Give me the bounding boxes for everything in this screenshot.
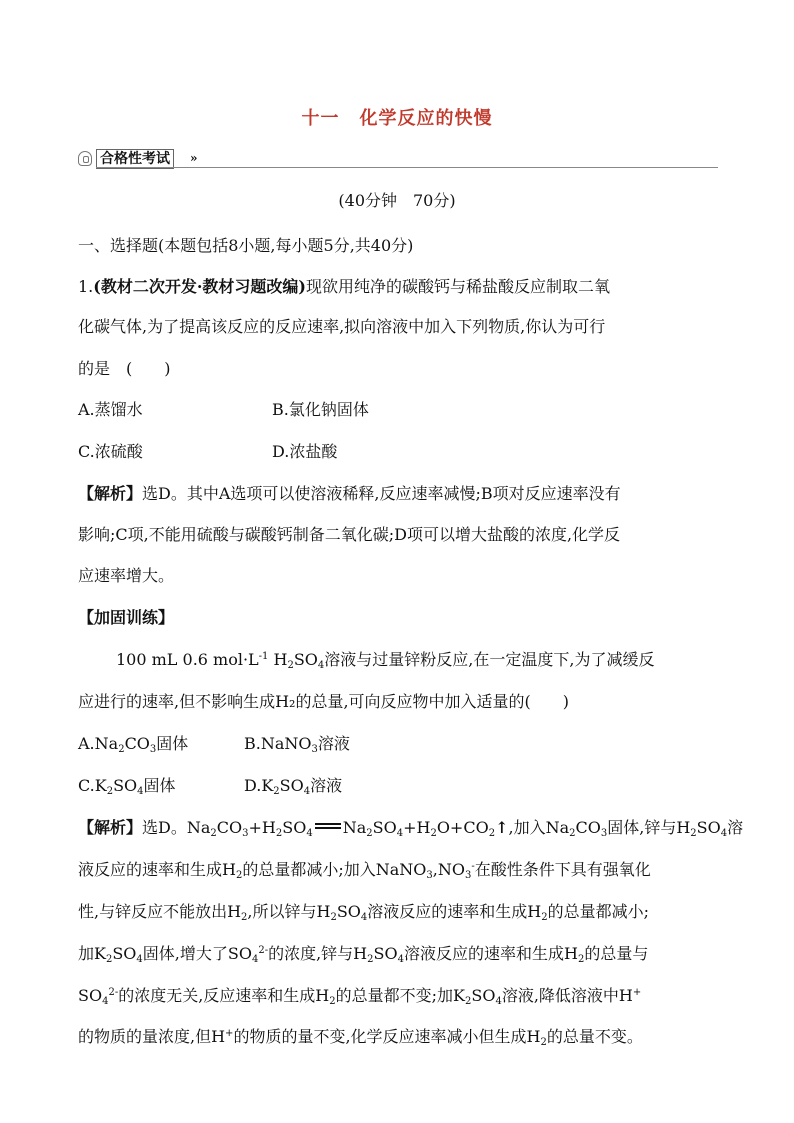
reinforce-option-a: $A.Na_2CO_3$固体 xyxy=(78,734,189,755)
analysis-label: 【解析】 xyxy=(78,484,143,503)
q1-analysis-line-2: 影响;C项,不能用硫酸与碳酸钙制备二氧化碳;D项可以增大盐酸的浓度,化学反 xyxy=(78,525,621,544)
section-badge xyxy=(78,148,718,170)
q1-option-c: C.浓硫酸 xyxy=(78,442,143,461)
reinforce-option-b: B.NaNO$_3$溶液 xyxy=(244,734,350,755)
equals-sign xyxy=(315,823,341,829)
q1-line-1 xyxy=(78,274,610,297)
reinforce-option-d: $D.K_2SO_4$溶液 xyxy=(244,776,343,797)
q1-option-a: A.蒸馏水 xyxy=(78,400,143,419)
q1-option-b: B.氯化钠固体 xyxy=(272,400,369,419)
q1-source-tag: (教材二次开发·教材习题改编) xyxy=(93,277,306,296)
analysis-label: 【解析】 xyxy=(78,818,143,837)
analysis-text: 选D。其中A选项可以使溶液稀释,反应速率减慢;B项对反应速率没有 xyxy=(142,484,621,503)
badge-label: 合格性考试 xyxy=(96,149,174,169)
reinforce-option-c: $C.K_2SO_4$固体 xyxy=(78,776,176,797)
q1-line-3: 的是 ( ) xyxy=(78,359,171,378)
reinforce-analysis-line-6: 的物质的量浓度,但H+的物质的量不变,化学反应速率减小但生成$H_2$的总量不变。 xyxy=(78,1027,643,1048)
analysis-intro: 选D。 xyxy=(142,818,187,837)
q1-number: 1. xyxy=(78,277,94,296)
reinforce-stem-line-1: 100 mL 0.6 $mol\cdot L^{-1}$ $H_2SO_4$溶液与过量锌粉反应,在一定温度下,为了减缓反 xyxy=(116,650,655,671)
reinforce-analysis-line-5: $SO_4^{2-}$的浓度无关,反应速率和生成$H_2$的总量都不变;加$K_2SO_4$溶液,降低溶液中H+ xyxy=(78,986,642,1007)
reinforce-analysis-line-1: 【解析】选D。$Na_2CO_3+H_2SO_4$ $Na_2SO_4+H_2O+CO_2↑$,加入$Na_2CO_3$固体,锌与$H_2SO_4$溶 xyxy=(78,818,744,839)
reinforce-stem-line-2: 应进行的速率,但不影响生成H₂的总量,可向反应物中加入适量的( ) xyxy=(78,692,570,711)
reinforce-analysis-line-3: 性,与锌反应不能放出$H_2$,所以锌与$H_2SO_4$溶液反应的速率和生成$H_2$的总量都减小; xyxy=(78,902,650,923)
q1-line-2: 化碳气体,为了提高该反应的反应速率,拟向溶液中加入下列物质,你认为可行 xyxy=(78,317,606,336)
page-title xyxy=(0,104,794,130)
lightbulb-icon xyxy=(78,151,92,166)
title-number: 十一 xyxy=(301,108,340,129)
reinforce-heading: 【加固训练】 xyxy=(78,608,175,627)
chevron-right-icon: » xyxy=(190,151,198,165)
reinforce-analysis-line-2: 液反应的速率和生成$H_2$的总量都减小;加入$NaNO_3,NO_3^-$在酸性条件下具有强氧化 xyxy=(78,860,651,881)
title-text: 化学反应的快慢 xyxy=(359,108,493,129)
q1-option-d: D.浓盐酸 xyxy=(272,442,338,461)
q1-analysis-line-3: 应速率增大。 xyxy=(78,566,175,585)
time-score: (40分钟 70分) xyxy=(338,191,456,210)
q1-text-1: 现欲用纯净的碳酸钙与稀盐酸反应制取二氧 xyxy=(305,277,610,296)
gas-arrow-icon: ↑ xyxy=(495,818,509,837)
q1-analysis-line-1 xyxy=(78,481,621,504)
badge-divider xyxy=(96,167,718,168)
section-heading: 一、选择题(本题包括8小题,每小题5分,共40分) xyxy=(78,236,414,255)
reinforce-analysis-line-4: 加$K_2SO_4$固体,增大了$SO_4^{2-}$的浓度,锌与$H_2SO_4$溶液反应的速率和生成$H_2$的总量与 xyxy=(78,944,649,965)
